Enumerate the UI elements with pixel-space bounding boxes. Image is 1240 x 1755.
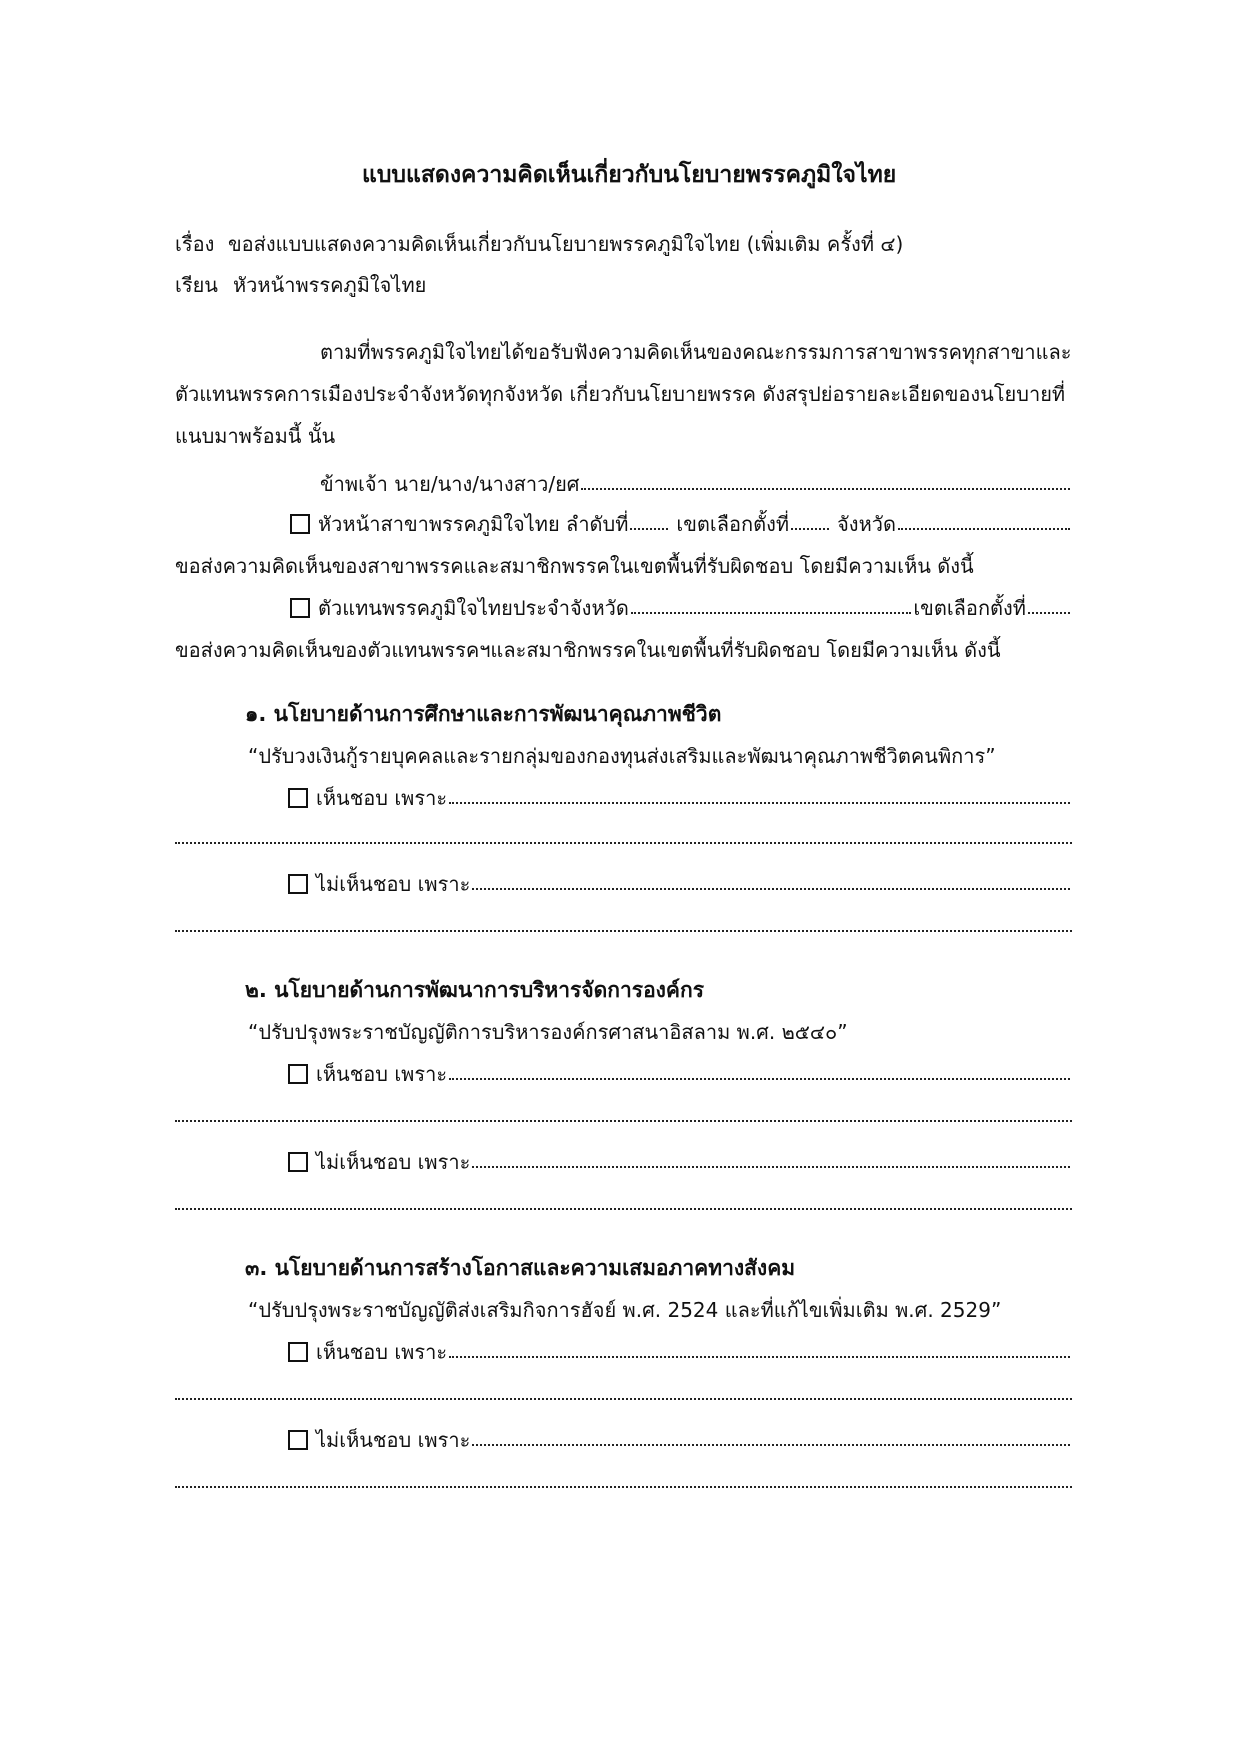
intro-line-2: ตัวแทนพรรคการเมืองประจำจังหวัดทุกจังหวัด เกี่ยวกับนโยบายพรรค ดังสรุปย่อรายละเอียดของนโยบายที่ bbox=[175, 382, 1066, 406]
policy-2-disagree-label: ไม่เห็นชอบ เพราะ bbox=[316, 1150, 471, 1174]
name-field-row bbox=[320, 472, 1072, 496]
rep-province-blank[interactable] bbox=[631, 612, 912, 614]
branch-district-blank[interactable] bbox=[791, 528, 829, 530]
policy-2-disagree-blank[interactable] bbox=[472, 1166, 1070, 1168]
policy-2-agree-row bbox=[288, 1062, 1072, 1086]
page-title: แบบแสดงความคิดเห็นเกี่ยวกับนโยบายพรรคภูมิใจไทย bbox=[362, 162, 897, 188]
policy-3-agree-row bbox=[288, 1340, 1072, 1364]
policy-2-disagree-checkbox[interactable] bbox=[288, 1152, 308, 1172]
policy-3-disagree-row bbox=[288, 1428, 1072, 1452]
policy-1-quote: “ปรับวงเงินกู้รายบุคคลและรายกลุ่มของกองทุนส่งเสริมและพัฒนาคุณภาพชีวิตคนพิการ” bbox=[248, 744, 996, 768]
branch-district-label: เขตเลือกตั้งที่ bbox=[676, 512, 790, 536]
intro-line-3: แนบมาพร้อมนี้ นั้น bbox=[175, 424, 336, 448]
policy-1-disagree-continuation[interactable] bbox=[175, 930, 1072, 932]
rep-district-label: เขตเลือกตั้งที่ bbox=[913, 596, 1026, 620]
branch-statement: ขอส่งความคิดเห็นของสาขาพรรคและสมาชิกพรรคในเขตพื้นที่รับผิดชอบ โดยมีความเห็น ดังนี้ bbox=[175, 554, 974, 578]
policy-2-disagree-continuation[interactable] bbox=[175, 1208, 1072, 1210]
policy-3-disagree-continuation[interactable] bbox=[175, 1486, 1072, 1488]
policy-2-quote: “ปรับปรุงพระราชบัญญัติการบริหารองค์กรศาสนาอิสลาม พ.ศ. ๒๕๔๐” bbox=[248, 1020, 848, 1044]
policy-2-agree-continuation[interactable] bbox=[175, 1120, 1072, 1122]
branch-province-blank[interactable] bbox=[898, 528, 1070, 530]
policy-1-agree-row bbox=[288, 786, 1072, 810]
policy-2-agree-label: เห็นชอบ เพราะ bbox=[316, 1062, 448, 1086]
policy-3-agree-blank[interactable] bbox=[449, 1356, 1070, 1358]
policy-1-disagree-checkbox[interactable] bbox=[288, 874, 308, 894]
intro-line-1: ตามที่พรรคภูมิใจไทยได้ขอรับฟังความคิดเห็นของคณะกรรมการสาขาพรรคทุกสาขาและ bbox=[320, 340, 1072, 364]
to-text: หัวหน้าพรรคภูมิใจไทย bbox=[233, 273, 427, 297]
name-field-blank[interactable] bbox=[581, 488, 1070, 490]
name-field-label: ข้าพเจ้า นาย/นาง/นางสาว/ยศ bbox=[320, 472, 580, 496]
subject-label: เรื่อง bbox=[175, 232, 215, 256]
rep-statement: ขอส่งความคิดเห็นของตัวแทนพรรคฯและสมาชิกพรรคในเขตพื้นที่รับผิดชอบ โดยมีความเห็น ดังนี้ bbox=[175, 638, 1001, 662]
policy-3-heading: ๓. นโยบายด้านการสร้างโอกาสและความเสมอภาคทางสังคม bbox=[245, 1256, 796, 1280]
to-label: เรียน bbox=[175, 273, 218, 297]
policy-1-agree-continuation[interactable] bbox=[175, 842, 1072, 844]
policy-1-agree-checkbox[interactable] bbox=[288, 788, 308, 808]
branch-number-blank[interactable] bbox=[630, 528, 668, 530]
subject-text: ขอส่งแบบแสดงความคิดเห็นเกี่ยวกับนโยบายพรรคภูมิใจไทย (เพิ่มเติม ครั้งที่ ๔) bbox=[228, 232, 904, 256]
policy-2-agree-blank[interactable] bbox=[449, 1078, 1070, 1080]
branch-province-label: จังหวัด bbox=[837, 512, 896, 536]
rep-option-row bbox=[290, 596, 1072, 620]
policy-3-quote: “ปรับปรุงพระราชบัญญัติส่งเสริมกิจการฮัจย์ พ.ศ. 2524 และที่แก้ไขเพิ่มเติม พ.ศ. 2529” bbox=[248, 1298, 1002, 1322]
branch-option-row bbox=[290, 512, 1072, 536]
policy-1-disagree-row bbox=[288, 872, 1072, 896]
policy-3-agree-checkbox[interactable] bbox=[288, 1342, 308, 1362]
policy-1-agree-blank[interactable] bbox=[449, 802, 1070, 804]
policy-3-agree-label: เห็นชอบ เพราะ bbox=[316, 1340, 448, 1364]
rep-option-label: ตัวแทนพรรคภูมิใจไทยประจำจังหวัด bbox=[318, 596, 629, 620]
rep-checkbox[interactable] bbox=[290, 598, 310, 618]
policy-2-agree-checkbox[interactable] bbox=[288, 1064, 308, 1084]
rep-district-blank[interactable] bbox=[1028, 612, 1070, 614]
branch-option-label: หัวหน้าสาขาพรรคภูมิใจไทย ลำดับที่ bbox=[318, 512, 629, 536]
branch-checkbox[interactable] bbox=[290, 514, 310, 534]
policy-3-disagree-checkbox[interactable] bbox=[288, 1430, 308, 1450]
policy-3-disagree-label: ไม่เห็นชอบ เพราะ bbox=[316, 1428, 471, 1452]
policy-1-heading: ๑. นโยบายด้านการศึกษาและการพัฒนาคุณภาพชีวิต bbox=[245, 702, 722, 726]
policy-2-heading: ๒. นโยบายด้านการพัฒนาการบริหารจัดการองค์กร bbox=[245, 978, 704, 1002]
policy-3-agree-continuation[interactable] bbox=[175, 1398, 1072, 1400]
policy-1-agree-label: เห็นชอบ เพราะ bbox=[316, 786, 448, 810]
policy-1-disagree-label: ไม่เห็นชอบ เพราะ bbox=[316, 872, 471, 896]
policy-3-disagree-blank[interactable] bbox=[472, 1444, 1070, 1446]
policy-2-disagree-row bbox=[288, 1150, 1072, 1174]
policy-1-disagree-blank[interactable] bbox=[472, 888, 1070, 890]
